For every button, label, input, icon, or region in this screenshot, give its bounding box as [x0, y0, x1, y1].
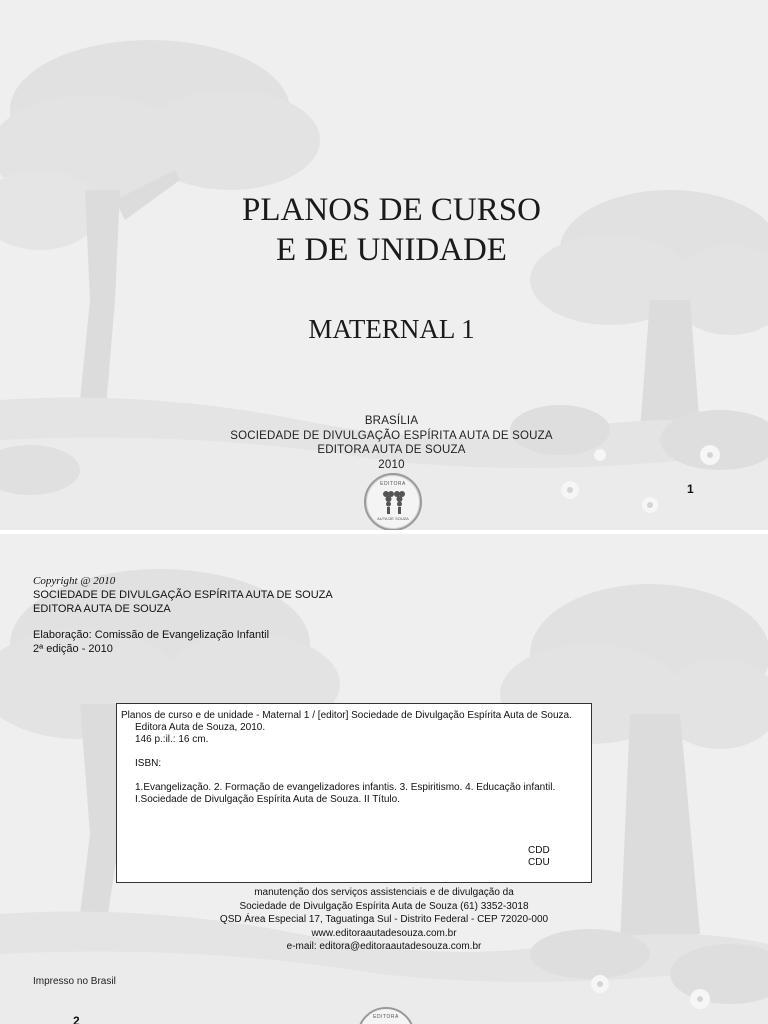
- logo-text-top: EDITORA: [373, 1014, 399, 1020]
- contact-footer: [0, 886, 768, 954]
- catalog-line-2: Editora Auta de Souza, 2010.: [135, 722, 266, 733]
- copyright-line: Copyright @ 2010: [33, 575, 116, 587]
- grapes-icon: [378, 488, 408, 516]
- catalog-isbn: ISBN:: [135, 758, 162, 769]
- publisher-city: BRASÍLIA: [364, 415, 419, 427]
- credit-elaboration: Elaboração: Comissão de Evangelização Infantil: [33, 629, 270, 641]
- logo-text-top: EDITORA: [380, 481, 406, 487]
- catalog-classification: [528, 845, 550, 869]
- book-title: PLANOS DE CURSO E DE UNIDADE: [242, 192, 541, 268]
- org-society: SOCIEDADE DE DIVULGAÇÃO ESPÍRITA AUTA DE SOUZA: [33, 589, 333, 601]
- copyright-block: [33, 574, 333, 656]
- org-editora: EDITORA AUTA DE SOUZA: [33, 603, 171, 615]
- catalog-subjects-1: 1.Evangelização. 2. Formação de evangelizadores infantis. 3. Espiritismo. 4. Educação infantil.: [135, 782, 556, 793]
- publisher-society: SOCIEDADE DE DIVULGAÇÃO ESPÍRITA AUTA DE SOUZA: [230, 429, 553, 442]
- footer-website: www.editoraautadesouza.com.br: [311, 927, 457, 939]
- book-subtitle: MATERNAL 1: [308, 314, 475, 344]
- page-number: 1: [687, 482, 694, 496]
- footer-address: QSD Área Especial 17, Taguatinga Sul - Distrito Federal - CEP 72020-000: [219, 914, 549, 925]
- logo-text-bottom: AUTA DE SOUZA: [377, 516, 409, 521]
- publisher-year: 2010: [378, 458, 405, 471]
- credit-edition: 2ª edição - 2010: [33, 643, 113, 655]
- catalog-subjects-2: I.Sociedade de Divulgação Espírita Auta de Souza. II Título.: [135, 794, 400, 805]
- catalog-cdd: CDD: [528, 845, 550, 856]
- publisher-block: [0, 414, 768, 472]
- catalog-line-3: 146 p.:il.: 16 cm.: [135, 734, 209, 745]
- publisher-logo: [364, 473, 422, 530]
- footer-line-2: Sociedade de Divulgação Espírita Auta de Souza (61) 3352-3018: [239, 900, 529, 912]
- printed-in-brazil: Impresso no Brasil: [33, 976, 116, 987]
- footer-line-1: manutenção dos serviços assistenciais e de divulgação da: [254, 887, 514, 898]
- footer-email: e-mail: editora@editoraautadesouza.com.br: [286, 941, 482, 952]
- catalog-cdu: CDU: [528, 857, 550, 868]
- copyright-page: [0, 534, 768, 1024]
- page-number: 2: [73, 1014, 80, 1024]
- catalog-line-1: Planos de curso e de unidade - Maternal 1 / [editor] Sociedade de Divulgação Espírita Auta de Souza.: [121, 710, 572, 721]
- cataloging-record-box: [116, 703, 592, 883]
- publisher-editora: EDITORA AUTA DE SOUZA: [317, 444, 466, 456]
